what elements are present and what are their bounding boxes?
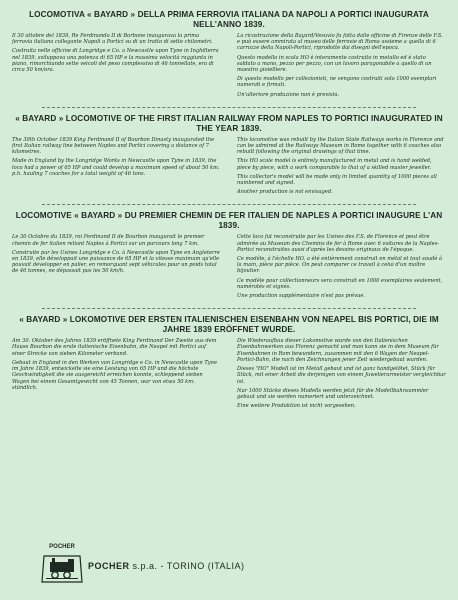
paragraph: Gebaut in England in den Werken von Longridge e Co. in Newcastle upon Tyne im Jahre 1839, entwickelte sie eine Leistung von 65 HP und die höchste Geschwindigkeit die sie ausgereicht erreichen konnte, schleppend sieben Wagen bei einem Gesamtgewicht von 45 Tonnen, war von etwa 50 km. stündlich. xyxy=(12,359,217,391)
paragraph: Die Wiederaufbau dieser Lokomotive wurde von den Italienischen Eisenbahnwerken aus Florenz gemacht und man kann sie in dem Museum für Eisenbahnen in Rom bewundern, zusammen mit den 6 Wagen der Neapel-Portici-Bahn, die nach den Zeichnungen jener Zeit wiedergebaut wurden. xyxy=(237,338,439,363)
section-italian xyxy=(12,10,446,101)
paragraph: The 30th October 1839 King Ferdinand II of Bourbon Dinasty inaugurated the first Italian railway line between Naples and Portici covering a distance of 7 kilometres. xyxy=(12,136,215,156)
brand-suffix: s.p.a. - TORINO (ITALIA) xyxy=(132,561,245,571)
paragraph: Eine weitere Produktion ist nicht vorgesehen. xyxy=(237,403,356,410)
section-french xyxy=(12,211,446,302)
section-columns xyxy=(12,234,446,302)
brand-name: POCHER xyxy=(88,561,130,571)
logo-text: POCHER xyxy=(49,544,75,550)
left-column xyxy=(12,33,221,101)
paragraph: Ce modèle pour collectionneurs sera construit en 1000 exemplaires seulement, numérotés et signés. xyxy=(237,277,443,290)
paragraph: Ce modèle, à l'échelle HO, a été entièrement construit en métal et tout soudé à la main, pièce par pièce. On peut comparer ce travail à celui d'un maître bijoutier. xyxy=(237,256,443,275)
paragraph: Costruita nelle officine di Longridge e Co. a Newcastle upon Tyne in Inghilterra nel 1839, sviluppava una potenza di 65 HP e la massima velocità raggiunta in piano, rimorchiando sette veicoli del peso complessivo di 46 tonnellate, era di circa 50 km/ora. xyxy=(12,48,219,74)
right-column xyxy=(237,338,446,412)
paragraph: Dieses "HO" Modell ist im Metall gebaut und ist ganz handgelötet, Stück für Stück, mit einer Arbeit die derjenigen von einem Juwelierarmeister vergleichbar ist. xyxy=(237,366,446,385)
paragraph: La ricostruzione della Bayard/Vesuvio fu fatta dalle officine di Firenze delle F.S. e può essere ammirata al museo delle ferrovie di Roma assieme a quella di 6 carrozze della Napoli-Portici, riprodotte dai disegni dell'epoca. xyxy=(237,33,443,52)
section-title: LOCOMOTIVE « BAYARD » DU PREMIER CHEMIN DE FER ITALIEN DE NAPLES A PORTICI INAUGURE L'AN 1839. xyxy=(15,211,443,231)
section-divider xyxy=(42,204,416,205)
paragraph: Il 30 ottobre del 1839, Re Ferdinando II di Borbone inaugurava la prima ferrovia italiana collegante Napoli a Portici su di un tratto di sette chilometri. xyxy=(12,33,213,46)
paragraph: Nur 1000 Stücke dieses Modells werden jetzt für die Modellbahnsammler gebaut und sie werden numeriert und unterzeichnet. xyxy=(237,387,429,400)
paragraph: Questo modello in scala HO è interamente costruito in metallo ed è stato saldato a mano, pezzo per pezzo, con un lavoro paragonabile a quello di un maestro gioielliere. xyxy=(237,54,432,74)
right-column xyxy=(237,33,446,101)
paragraph: This collector's model will be made only in limited quantity of 1000 pieces all numbered and signed. xyxy=(237,173,437,187)
section-german xyxy=(12,315,446,412)
section-english xyxy=(12,114,446,199)
section-divider xyxy=(42,308,416,309)
paragraph: Construite par les Usines Longridge e Co. à Newcastle upon Tyne en Angleterre en 1839, elle développait une puissance de 65 HP et la vitesse maximum qu'elle pouvait développer en palier, en remorquant sept véhicules pour un poids total de 46 tonnes, ne dépassait pas les 50 km/h. xyxy=(12,249,220,275)
paragraph: This locomotive was rebuilt by the Italian State Railways works in Florence and can be admired at the Railways Museum in Rome together with 6 coaches also rebuilt following the original drawings of that time. xyxy=(237,136,444,156)
left-column xyxy=(12,234,221,302)
section-title: « BAYARD » LOCOMOTIVE OF THE FIRST ITALIAN RAILWAY FROM NAPLES TO PORTICI INAUGURATED IN THE YEAR 1839. xyxy=(15,113,443,133)
right-column xyxy=(237,234,446,302)
paragraph: Le 30 Octobre du 1839, roi Ferdinand II de Bourbon inaugurait le premier chemin de fer italien reliant Naples à Portici sur un parcours long 7 km. xyxy=(12,234,205,247)
paragraph: Made in England by the Longridge Works in Newcastle upon Tyne in 1839, the loco had a power of 65 HP and could develop a maximum speed of about 50 km. p.h. hauling 7 coaches for a total weight of 46 tons. xyxy=(12,158,220,177)
paragraph: Cette loco fut reconstruite par les Usines des F.S. de Florence et peut être admirée au Museum des Chemins de fer à Rome avec 6 voitures de la Naples-Portici reconstruites aussi d'après les dessins originaux de l'époque. xyxy=(237,234,439,253)
footer xyxy=(12,544,446,588)
brand-line xyxy=(88,561,245,571)
section-columns xyxy=(12,338,446,412)
section-divider xyxy=(42,107,416,108)
paragraph: Another production is not envisaged. xyxy=(237,189,333,196)
paragraph: Di questo modello per collezionisti, ne vengono costruiti solo 1000 esemplari numerati e firmati. xyxy=(237,76,437,89)
pocher-logo xyxy=(30,544,94,588)
paragraph: Un'ulteriore produzione non è prevista. xyxy=(237,91,340,98)
paragraph: Am 30. Oktober des Jahres 1839 eröffnete King Ferdinand Der Zweite aus dem Hause Bourbon die erste italienische Eisenbahn, die Neapel mit Portici auf einer Strecke von sieben Kilometer verband. xyxy=(12,338,217,357)
locomotive-icon xyxy=(40,552,84,586)
section-title: « BAYARD » LOKOMOTIVE DER ERSTEN ITALIENISCHEN EISENBAHN VON NEAPEL BIS PORTICI, DIE IM JAHRE 1839 ERÖFFNET WURDE. xyxy=(19,315,439,335)
left-column xyxy=(12,137,221,199)
section-columns xyxy=(12,33,446,101)
section-columns xyxy=(12,137,446,199)
right-column xyxy=(237,137,446,199)
paragraph: Une production supplémentaire n'est pas prévue. xyxy=(237,293,365,300)
section-title: LOCOMOTIVA « BAYARD » DELLA PRIMA FERROVIA ITALIANA DA NAPOLI A PORTICI INAUGURATA NELL'ANNO 1839. xyxy=(29,10,429,29)
left-column xyxy=(12,338,221,412)
paragraph: This HO scale model is entirely manufactured in metal and is hand welded, piece by piece, with a work comparable to that of a skilled master jeweller. xyxy=(237,158,432,171)
